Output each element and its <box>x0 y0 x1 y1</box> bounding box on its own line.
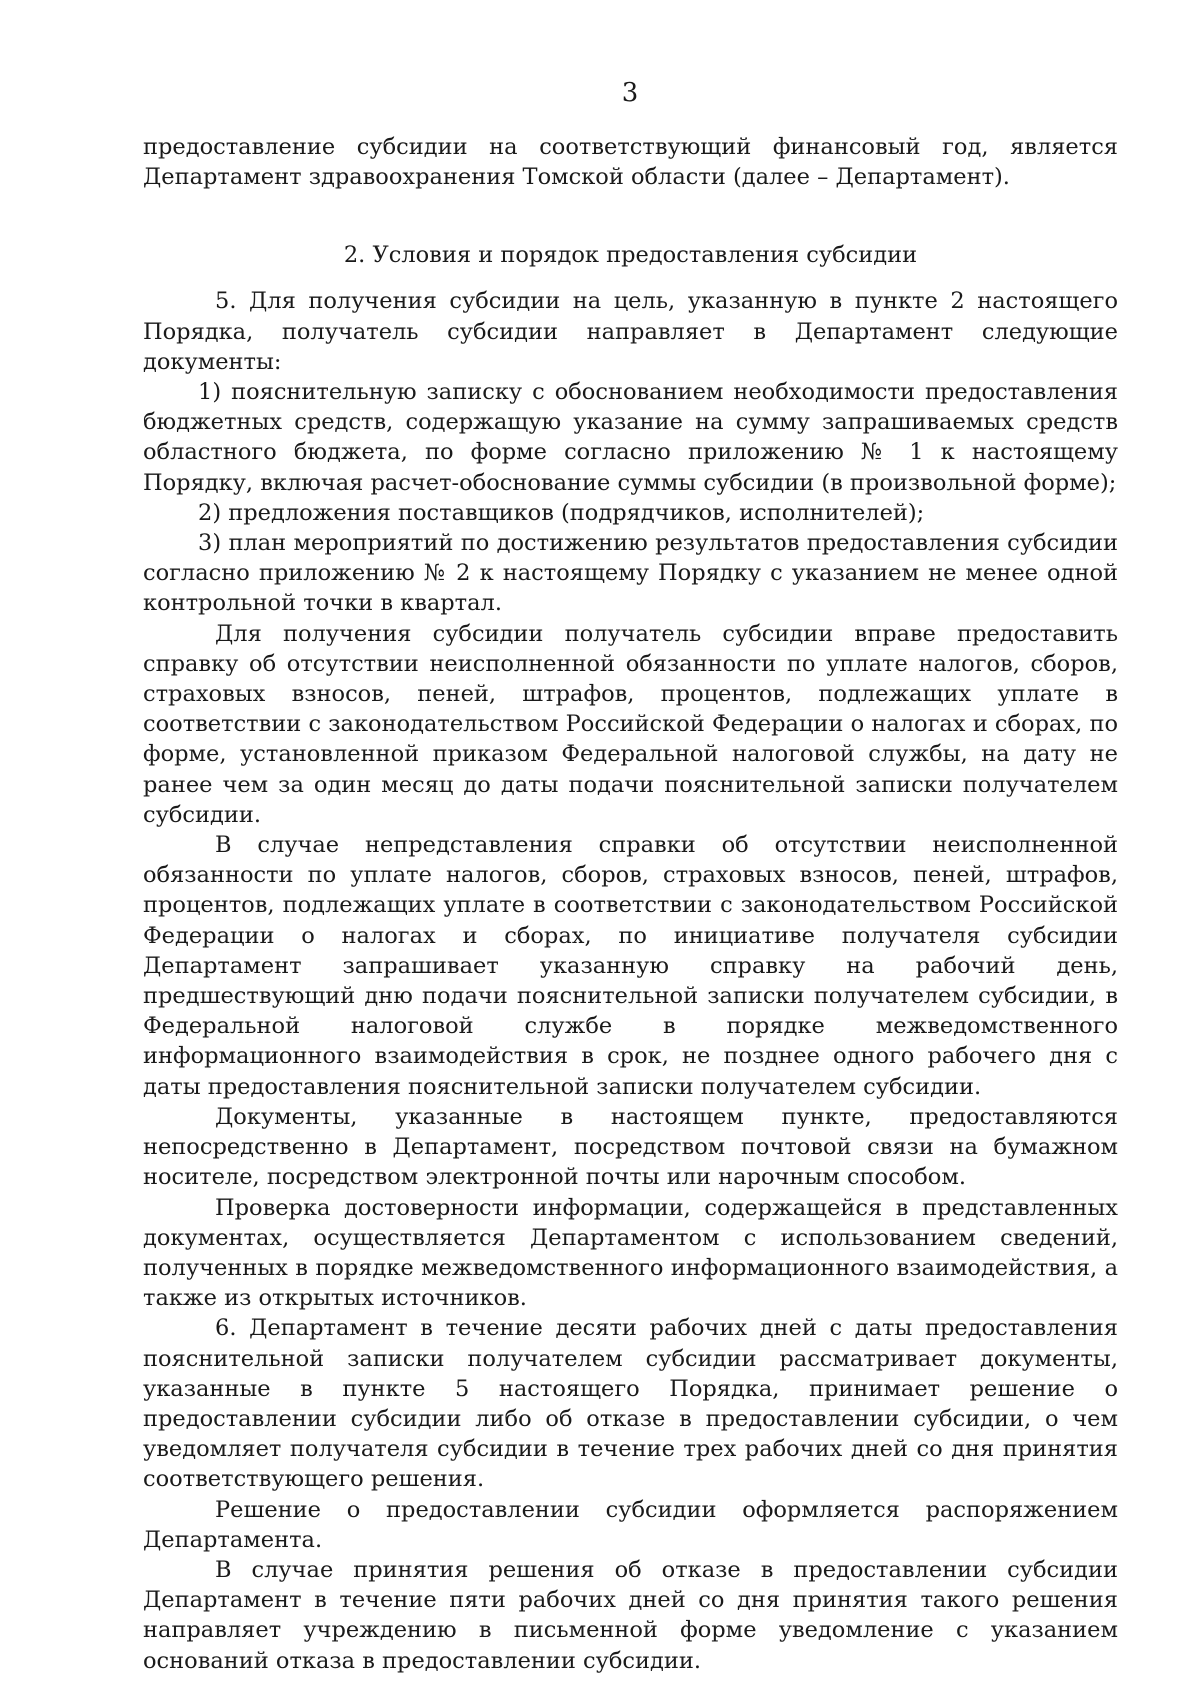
paragraph-subitem-1: 1) пояснительную записку с обоснованием необходимости предоставления бюджетных средств, содержащую указание на сумму запрашиваемых средств областного бюджета, по форме согласно приложению № 1 к настоящему Порядку, включая расчет-обоснование суммы субсидии (в произвольной форме); <box>143 379 1118 496</box>
paragraph-subitem-3: 3) план мероприятий по достижению результатов предоставления субсидии согласно приложению № 2 к настоящему Порядку с указанием не менее одной контрольной точки в квартал. <box>143 530 1118 617</box>
paragraph-documents-delivery: Документы, указанные в настоящем пункте, предоставляются непосредственно в Департамент, посредством почтовой связи на бумажном носителе, посредством электронной почты или нарочным способом. <box>143 1103 1118 1191</box>
document-body <box>143 132 1118 1676</box>
paragraph-no-certificate: В случае непредставления справки об отсутствии неисполненной обязанности по уплате налогов, сборов, страховых взносов, пеней, штрафов, процентов, подлежащих уплате в соответствии с законодательством Российской Федерации о налогах и сборах, по инициативе получателя субсидии Департамент запрашивает указанную справку на рабочий день, предшествующий дню подачи пояснительной записки получателем субсидии, в Федеральной налоговой службе в порядке межведомственного информационного взаимодействия в срок, не позднее одного рабочего дня с даты предоставления пояснительной записки получателем субсидии. <box>143 832 1118 1100</box>
intro-paragraph: предоставление субсидии на соответствующий финансовый год, является Департамент здравоохранения Томской области (далее – Департамент). <box>143 134 1118 191</box>
paragraph-certificate: Для получения субсидии получатель субсидии вправе предоставить справку об отсутствии неисполненной обязанности по уплате налогов, сборов, страховых взносов, пеней, штрафов, процентов, подлежащих уплате в соответствии с законодательством Российской Федерации о налогах и сборах, по форме, установленной приказом Федеральной налоговой службы, на дату не ранее чем за один месяц до даты подачи пояснительной записки получателем субсидии. <box>143 620 1118 828</box>
paragraph-decision: Решение о предоставлении субсидии оформляется распоряжением Департамента. <box>143 1496 1118 1553</box>
paragraph-subitem-2: 2) предложения поставщиков (подрядчиков, исполнителей); <box>198 499 925 526</box>
section-title: 2. Условия и порядок предоставления субсидии <box>343 242 918 269</box>
paragraph-verification: Проверка достоверности информации, содержащейся в представленных документах, осуществляется Департаментом с использованием сведений, полученных в порядке межведомственного информационного взаимодействия, а также из открытых источников. <box>143 1194 1118 1312</box>
paragraph-refusal: В случае принятия решения об отказе в предоставлении субсидии Департамент в течение пяти рабочих дней со дня принятия такого решения направляет учреждению в письменной форме уведомление с указанием оснований отказа в предоставлении субсидии. <box>143 1556 1118 1674</box>
paragraph-item-6: 6. Департамент в течение десяти рабочих дней с даты предоставления пояснительной записки получателем субсидии рассматривает документы, указанные в пункте 5 настоящего Порядка, принимает решение о предоставлении субсидии либо об отказе в предоставлении субсидии, о чем уведомляет получателя субсидии в течение трех рабочих дней со дня принятия соответствующего решения. <box>143 1315 1118 1493</box>
paragraph-item-5: 5. Для получения субсидии на цель, указанную в пункте 2 настоящего Порядка, получатель субсидии направляет в Департамент следующие документы: <box>143 288 1118 375</box>
page-number: 3 <box>621 78 639 108</box>
